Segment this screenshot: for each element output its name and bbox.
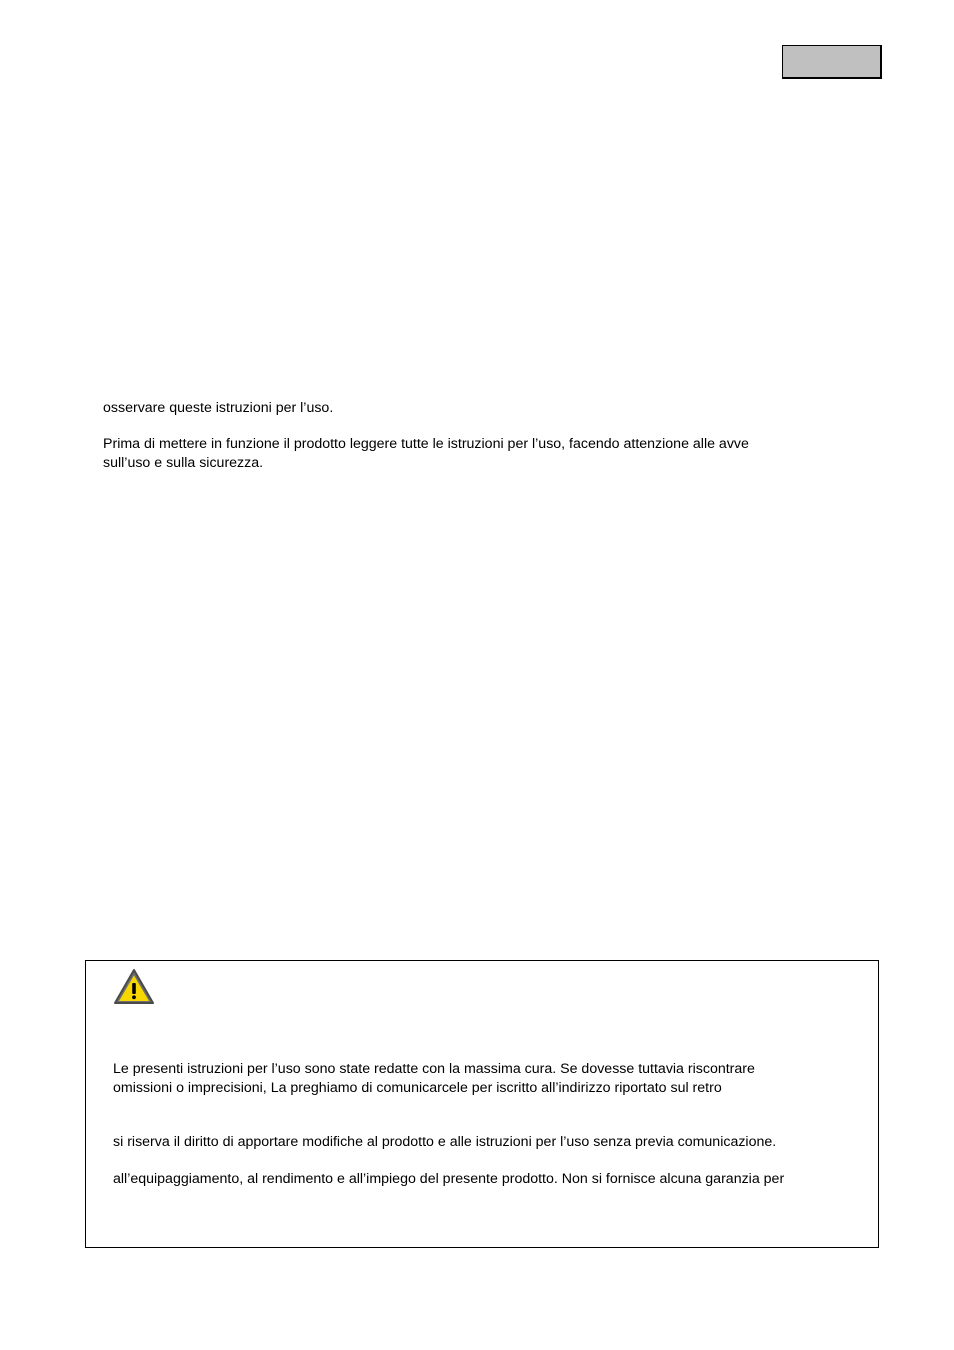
notice-paragraph-1-line-2: omissioni o imprecisioni, La preghiamo di comunicarcele per iscritto all’indirizzo riportato sul retro (113, 1080, 722, 1096)
warning-triangle-icon (112, 967, 156, 1007)
language-tab (782, 45, 882, 79)
notice-box (85, 960, 879, 1248)
intro-paragraph-line-2: sull’uso e sulla sicurezza. (103, 455, 264, 471)
notice-paragraph-3-line-1: all’equipaggiamento, al rendimento e all’impiego del presente prodotto. Non si fornisce alcuna garanzia per (113, 1171, 785, 1187)
intro-paragraph-line-1: Prima di mettere in funzione il prodotto leggere tutte le istruzioni per l’uso, facendo attenzione alle avve (103, 436, 749, 452)
intro-line-1: osservare queste istruzioni per l’uso. (103, 400, 334, 416)
notice-paragraph-1-line-1: Le presenti istruzioni per l’uso sono state redatte con la massima cura. Se dovesse tuttavia riscontrare (113, 1061, 755, 1077)
notice-paragraph-2-line-1: si riserva il diritto di apportare modifiche al prodotto e alle istruzioni per l’uso senza previa comunicazione. (113, 1134, 777, 1150)
